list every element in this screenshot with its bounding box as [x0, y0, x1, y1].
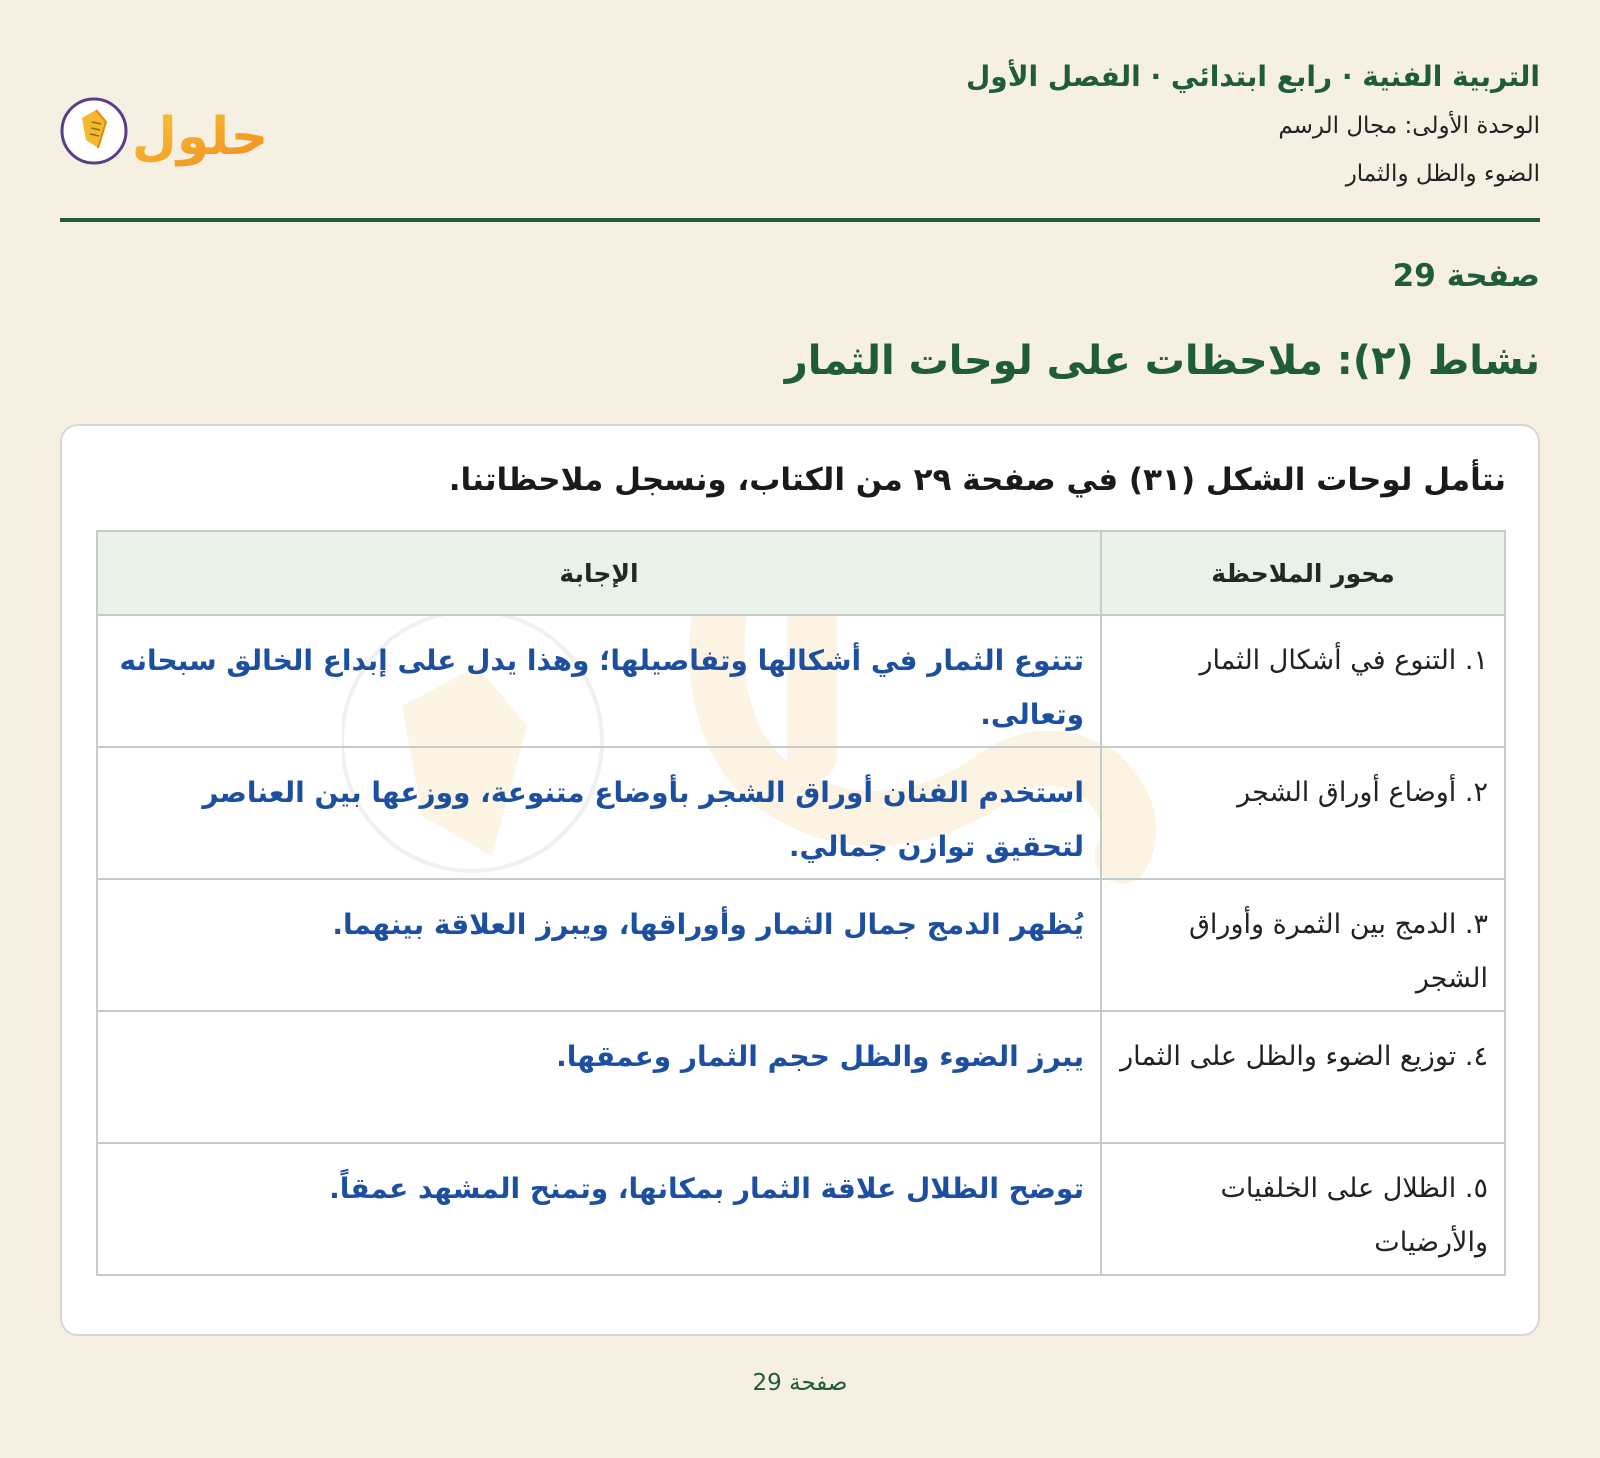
subject-title: التربية الفنية · رابع ابتدائي · الفصل الأول	[966, 60, 1540, 93]
hulul-logo-icon	[60, 82, 275, 172]
page-number: صفحة 29	[1392, 258, 1540, 294]
page-header	[60, 52, 1540, 222]
unit-label: الوحدة الأولى: مجال الرسم	[1278, 113, 1540, 139]
row-answer-cell: تتنوع الثمار في أشكالها وتفاصيلها؛ وهذا يدل على إبداع الخالق سبحانه وتعالى.	[97, 615, 1101, 747]
row-axis-cell: ١. التنوع في أشكال الثمار	[1101, 615, 1505, 747]
svg-text:حلول: حلول	[131, 107, 269, 167]
page-footer: صفحة 29	[752, 1370, 848, 1396]
row-axis-cell: ٥. الظلال على الخلفيات والأرضيات	[1101, 1143, 1505, 1275]
activity-card	[60, 424, 1540, 1336]
row-answer-cell: استخدم الفنان أوراق الشجر بأوضاع متنوعة، ووزعها بين العناصر لتحقيق توازن جمالي.	[97, 747, 1101, 879]
activity-title: نشاط (٢): ملاحظات على لوحات الثمار	[784, 338, 1540, 384]
row-answer-cell: يبرز الضوء والظل حجم الثمار وعمقها.	[97, 1011, 1101, 1143]
row-axis-cell: ٤. توزيع الضوء والظل على الثمار	[1101, 1011, 1505, 1143]
row-axis-cell: ٣. الدمج بين الثمرة وأوراق الشجر	[1101, 879, 1505, 1011]
lesson-label: الضوء والظل والثمار	[1345, 161, 1540, 187]
table-row	[97, 1011, 1505, 1143]
header-divider	[60, 218, 1540, 222]
table-row	[97, 879, 1505, 1011]
column-header-axis: محور الملاحظة	[1101, 531, 1505, 615]
table-row	[97, 747, 1505, 879]
row-answer-cell: توضح الظلال علاقة الثمار بمكانها، وتمنح المشهد عمقاً.	[97, 1143, 1101, 1275]
row-answer-cell: يُظهر الدمج جمال الثمار وأوراقها، ويبرز العلاقة بينهما.	[97, 879, 1101, 1011]
table-row	[97, 1143, 1505, 1275]
row-axis-cell: ٢. أوضاع أوراق الشجر	[1101, 747, 1505, 879]
table-row	[97, 615, 1505, 747]
column-header-answer: الإجابة	[97, 531, 1101, 615]
hulul-logo	[60, 82, 275, 172]
observations-table	[96, 530, 1506, 1276]
activity-instruction: نتأمل لوحات الشكل (٣١) في صفحة ٢٩ من الكتاب، ونسجل ملاحظاتنا.	[448, 462, 1506, 498]
table-header-row	[97, 531, 1505, 615]
page	[60, 0, 1540, 1458]
header-text	[966, 52, 1540, 198]
